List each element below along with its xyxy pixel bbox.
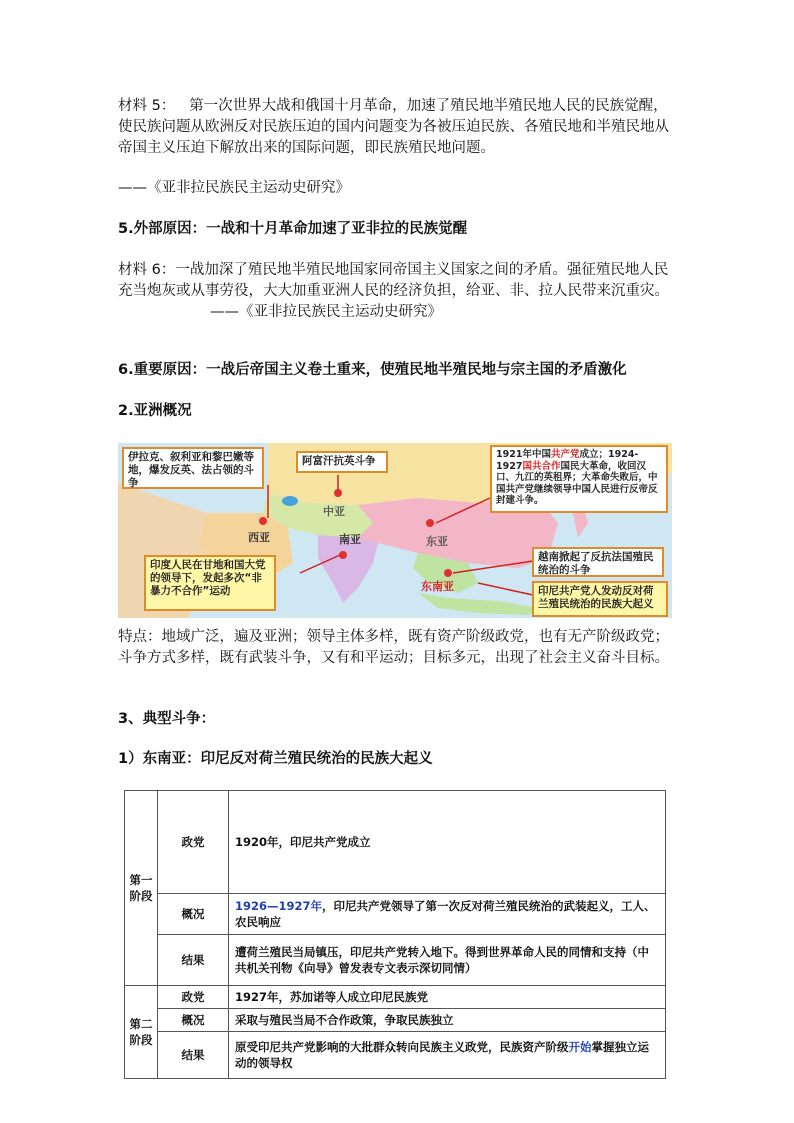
stage-1-party: 1920年，印尼共产党成立 [229,791,666,894]
header-party-2: 政党 [158,986,229,1009]
material-6-body: 材料 6：一战加深了殖民地半殖民地国家同帝国主义国家之间的矛盾。强征殖民地人民充当炮灰或从事劳役，大大加重亚洲人民的经济负担，给亚、非、拉人民带来沉重灾。 [118,262,669,299]
material-5-label: 材料 5： [118,98,176,114]
region-label-east-asia: 东亚 [426,535,448,548]
china-communist-party: 共产党 [550,449,580,460]
stage-2-result-highlight: 开始 [568,1040,592,1054]
stage-1-years: 1926—1927年 [235,899,323,913]
table-row [125,791,666,894]
heading-important-cause: 6.重要原因：一战后帝国主义卷土重来，使殖民地半殖民地与宗主国的矛盾激化 [118,362,627,378]
asia-map [118,443,672,618]
stage-2-overview: 采取与殖民当局不合作政策，争取民族独立 [229,1009,666,1032]
table-row [125,894,666,935]
china-years-1924-1927: 1924-1927 [496,449,639,472]
heading-typical-struggles: 3、典型斗争： [118,711,216,727]
stage-2-party: 1927年，苏加诺等人成立印尼民族党 [229,986,666,1009]
stage-2-result [229,1032,666,1079]
material-5-text: 第一次世界大战和俄国十月革命，加速了殖民地半殖民地人民的民族觉醒，使民族问题从欧洲反对民族压迫的国内问题变为各被压迫民族、各殖民地和半殖民地从帝国主义压迫下解放出来的国际问题，即民族殖民地问题。 [118,98,669,156]
header-result-2: 结果 [158,1032,229,1079]
material-6-source: ——《亚非拉民族民主运动史研究》 [210,304,442,320]
pin-south-asia [339,551,347,559]
stage-2-result-end: 掌握独立运动的领导权 [235,1040,649,1070]
material-5 [118,96,678,159]
header-party: 政党 [158,791,229,894]
table-row [125,1032,666,1079]
stage-1-overview-text: ，印尼共产党领导了第一次反对荷兰殖民统治的武装起义，工人、农民响应 [235,899,656,929]
china-year-1921: 1921年中国 [496,449,551,460]
stage-1-overview [229,894,666,935]
china-kmt-cpc-cooperation: 国共合作 [522,460,561,472]
pin-southeast-asia [444,569,452,577]
caspian-sea [282,496,298,506]
table-row [125,986,666,1009]
pin-east-asia [426,519,434,527]
heading-asia-overview: 2.亚洲概况 [118,403,192,419]
callout-india: 印度人民在甘地和国大党的领导下，发起多次“非暴力不合作”运动 [144,555,276,611]
stage-1-result: 遭荷兰殖民当局镇压，印尼共产党转入地下。得到世界革命人民的同情和支持（中共机关刊物《向导》曾发表专文表示深切同情） [229,935,666,986]
callout-indonesia: 印尼共产党人发动反对荷兰殖民统治的民族大起义 [532,581,668,617]
region-label-west-asia: 西亚 [248,531,270,544]
material-5-source: ——《亚非拉民族民主运动史研究》 [118,180,350,196]
table-row [125,1009,666,1032]
stage-2-result-text: 原受印尼共产党影响的大批群众转向民族主义政党，民族资产阶级 [235,1040,569,1054]
pin-west-asia [259,517,267,525]
region-label-central-asia: 中亚 [323,505,345,518]
china-revolution-text: 国民大革命，收回汉口、九江的英租界；大革命失败后，中国共产党继续领导中国人民进行反帝反封建斗争。 [496,460,658,506]
header-overview-2: 概况 [158,1009,229,1032]
heading-external-cause: 5.外部原因：一战和十月革命加速了亚非拉的民族觉醒 [118,221,468,237]
material-6-text [118,260,678,323]
features-paragraph: 特点：地域广泛，遍及亚洲；领导主体多样，既有资产阶级政党，也有无产阶级政党；斗争方式多样，既有武装斗争，又有和平运动；目标多元，出现了社会主义奋斗目标。 [118,629,669,666]
stage-2-cell: 第二阶段 [125,986,158,1079]
stage-1-cell: 第一阶段 [125,791,158,986]
region-label-south-asia: 南亚 [339,533,361,546]
callout-iraq-syria: 伊拉克、叙利亚和黎巴嫩等地，爆发反英、法占领的斗争 [122,447,264,489]
indonesia-table [124,790,666,1079]
table-row [125,935,666,986]
callout-vietnam: 越南掀起了反抗法国殖民统治的斗争 [532,547,664,577]
callout-china [490,445,668,513]
callout-afghanistan: 阿富汗抗英斗争 [296,451,388,473]
china-founded: 成立； [579,449,608,460]
header-result: 结果 [158,935,229,986]
header-overview: 概况 [158,894,229,935]
heading-southeast-asia: 1）东南亚：印尼反对荷兰殖民统治的民族大起义 [118,751,433,767]
region-label-southeast-asia: 东南亚 [421,580,454,593]
